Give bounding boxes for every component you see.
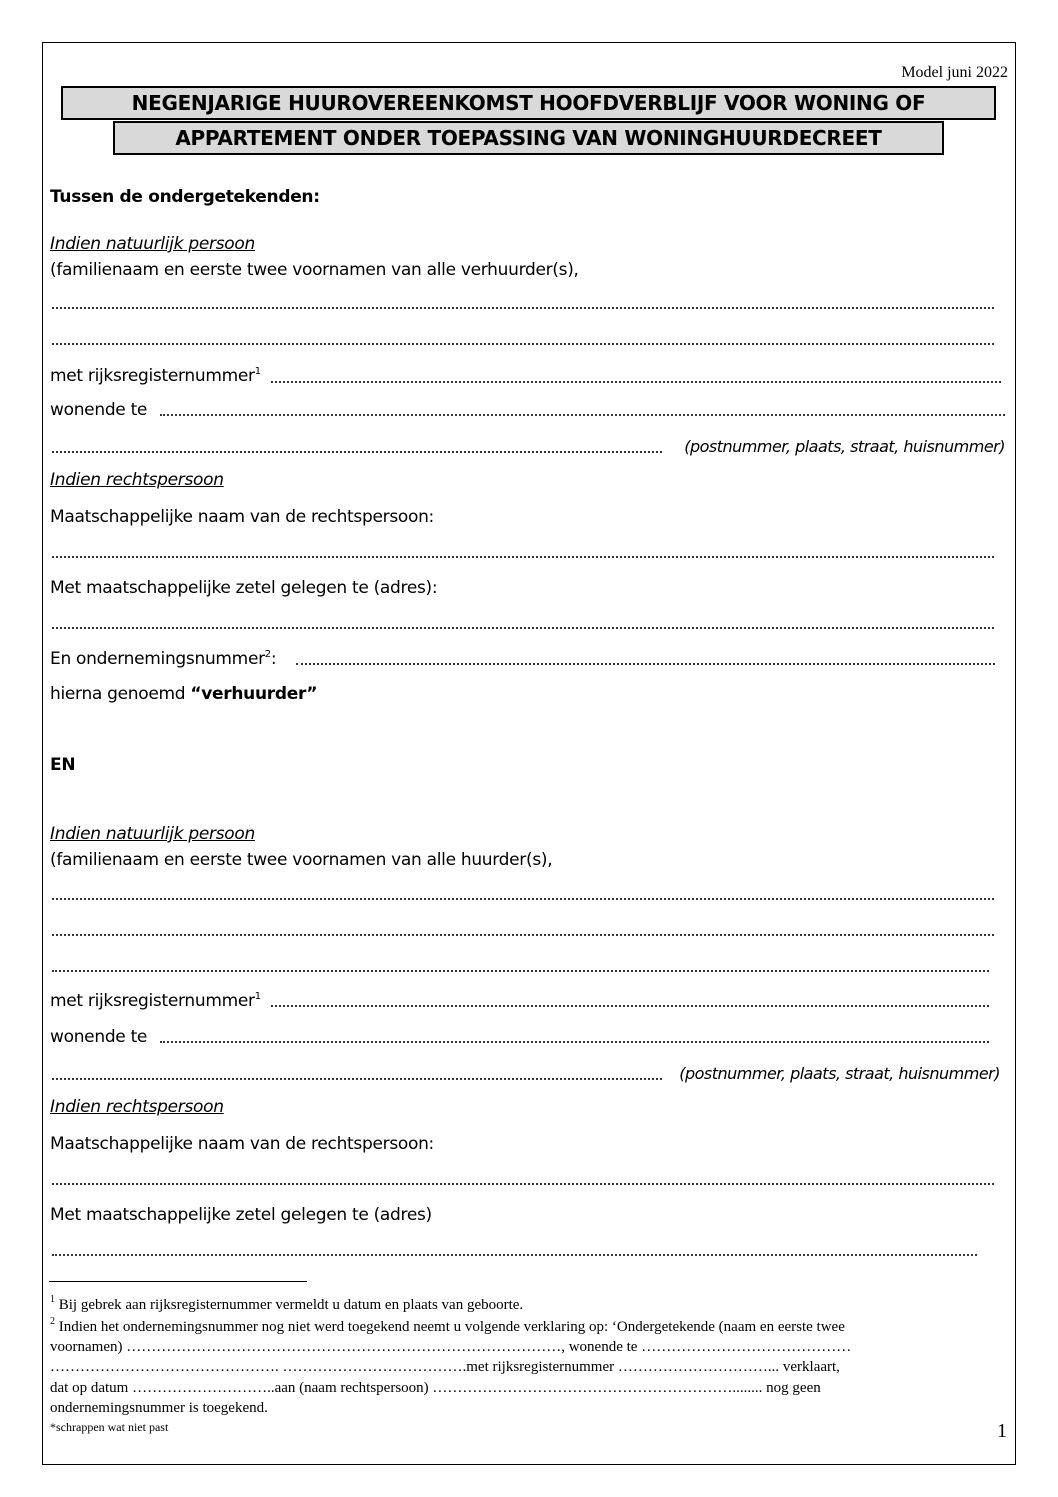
connector-en: EN [50,755,76,775]
footnote-ref-1: 1 [254,366,261,377]
tenant-name-line-1[interactable] [52,898,994,900]
landlord-company-name-field[interactable] [52,556,994,558]
footnote-separator [49,1281,307,1282]
landlord-natural-person-heading: Indien natuurlijk persoon [50,234,255,254]
landlord-residence-field[interactable] [160,414,1005,416]
tenant-address-hint: (postnummer, plaats, straat, huisnummer) [679,1064,1000,1083]
tenant-natural-person-heading: Indien natuurlijk persoon [50,824,255,844]
model-label: Model juni 2022 [901,64,1008,81]
strike-out-note: *schrappen wat niet past [50,1420,169,1434]
tenant-name-prompt: (familienaam en eerste twee voornamen van alle huurder(s), [50,850,553,870]
title-line-2: APPARTEMENT ONDER TOEPASSING VAN WONINGHUURDECREET [113,121,944,155]
landlord-company-name-label: Maatschappelijke naam van de rechtspersoon: [50,507,434,527]
footnote-1: $^1$ Bij gebrek aan rijksregisternummer vermeldt u datum en plaats van geboorte. [50,1294,524,1313]
tenant-company-name-label: Maatschappelijke naam van de rechtspersoon: [50,1134,434,1154]
footnote-2-line-3: ………………………………………. ……………………………….met rijksregisternummer …………………………... verklaart, [50,1359,840,1375]
landlord-address-field[interactable] [52,451,662,453]
footnote-2-line-5: ondernemingsnummer is toegekend. [50,1400,268,1416]
landlord-enterprise-number-label: En ondernemingsnummer$^2$: [50,649,277,669]
intro-heading: Tussen de ondergetekenden: [50,187,320,207]
footnote-2-line-2: voornamen) ……………………………………………………………………………, wonende te …………………………………… [50,1339,852,1355]
tenant-residence-field[interactable] [160,1041,989,1043]
footnote-ref-2: 2 [264,649,271,660]
tenant-register-field[interactable] [271,1005,989,1007]
tenant-address-field[interactable] [52,1078,662,1080]
tenant-seat-label: Met maatschappelijke zetel gelegen te (adres) [50,1205,432,1225]
landlord-address-hint: (postnummer, plaats, straat, huisnummer) [684,437,1005,456]
page-number: 1 [997,1420,1007,1442]
landlord-seat-field[interactable] [52,627,994,629]
landlord-residence-label: wonende te [50,400,148,420]
footnote-ref-1: 1 [254,991,261,1002]
footnote-2-line-4: dat op datum ………………………..aan (naam rechtspersoon) ……………………………………………………........ nog geen [50,1380,821,1396]
tenant-residence-label: wonende te [50,1027,148,1047]
landlord-designation: hierna genoemd “verhuurder” [50,684,318,704]
landlord-term: “verhuurder” [190,684,318,704]
tenant-name-line-3[interactable] [52,970,989,972]
landlord-name-line-2[interactable] [52,343,994,345]
tenant-legal-person-heading: Indien rechtspersoon [50,1097,224,1117]
landlord-name-line-1[interactable] [52,307,994,309]
tenant-name-line-2[interactable] [52,934,994,936]
tenant-seat-field[interactable] [52,1254,977,1256]
landlord-name-prompt: (familienaam en eerste twee voornamen van alle verhuurder(s), [50,260,579,280]
landlord-register-field[interactable] [271,381,1001,383]
landlord-enterprise-number-field[interactable] [296,663,995,665]
tenant-company-name-field[interactable] [52,1183,994,1185]
landlord-register-label: met rijksregisternummer$^1$ [50,366,261,386]
tenant-register-label: met rijksregisternummer$^1$ [50,991,261,1011]
page-border [42,42,1016,1465]
landlord-seat-label: Met maatschappelijke zetel gelegen te (adres): [50,578,438,598]
title-line-1: NEGENJARIGE HUUROVEREENKOMST HOOFDVERBLIJF VOOR WONING OF [61,86,996,120]
landlord-legal-person-heading: Indien rechtspersoon [50,470,224,490]
footnote-2-line-1: $^2$ Indien het ondernemingsnummer nog niet werd toegekend neemt u volgende verklaring op: ‘Ondergetekende (naam en eerste twee [50,1316,845,1335]
